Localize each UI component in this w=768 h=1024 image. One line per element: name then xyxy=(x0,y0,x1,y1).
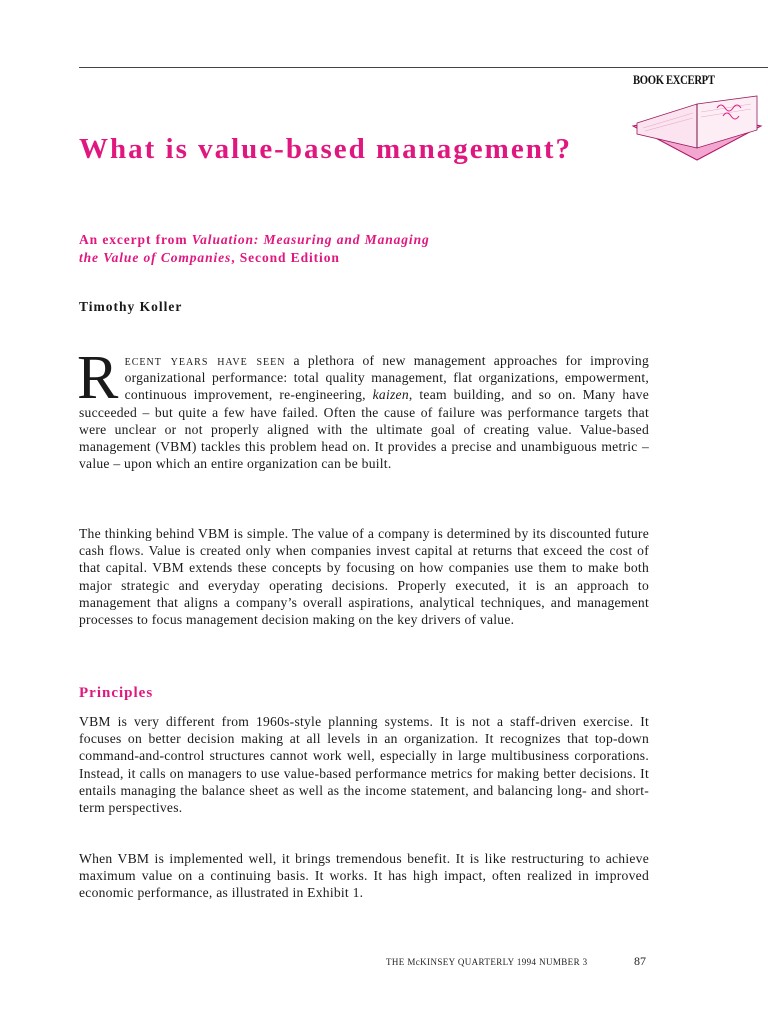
paragraph-3: VBM is very different from 1960s-style planning systems. It is not a staff-driven exercise. It focuses on better decision making at all levels in an organization. It recognizes that top-down command-and-control structures cannot work well, especially in large multibusiness corporations. Instead, it calls on managers to use value-based performance metrics for making better decisions. It entails managing the balance sheet as well as the income statement, and balancing long- and short-term perspectives. xyxy=(79,714,649,816)
subtitle-suffix: , Second Edition xyxy=(231,250,340,265)
paragraph-1-text-b: , team building, and so on. Many have succeeded – but quite a few have failed. Often the cause of failure was performance targets that were unclear or not properly aligned with the ultimate goal of creating value. Value-based management (VBM) tackles this problem head on. It provides a precise and unambiguous metric – value – upon which an entire organization can be built. xyxy=(79,387,650,472)
subtitle-prefix: An excerpt from xyxy=(79,232,192,247)
drop-cap: R xyxy=(77,344,119,412)
page-number: 87 xyxy=(634,954,646,968)
paragraph-2: The thinking behind VBM is simple. The value of a company is determined by its discounted future cash flows. Value is created only when companies invest capital at returns that exceed the cost of that capital. VBM extends these concepts by focusing on how companies use them to make both major strategic and everyday operating decisions. Properly executed, it is an approach to management that aligns a company’s overall aspirations, analytical techniques, and management processes to focus management decision making on the key drivers of value. xyxy=(79,526,649,628)
book-title-line1: Valuation: Measuring and Managing xyxy=(191,232,430,247)
lead-caps: ecent years have seen xyxy=(124,353,286,368)
article-subtitle xyxy=(79,231,639,267)
book-title-line2: the Value of Companies xyxy=(79,250,232,265)
paragraph-1 xyxy=(77,344,650,472)
paragraph-1-italic: kaizen xyxy=(372,387,409,403)
article-title: What is value-based management? xyxy=(79,133,572,165)
book-excerpt-badge xyxy=(627,68,768,168)
footer-journal: THE McKINSEY QUARTERLY 1994 NUMBER 3 xyxy=(386,957,588,967)
badge-label: BOOK EXCERPT xyxy=(633,72,715,87)
author-name: Timothy Koller xyxy=(79,299,183,314)
paragraph-4: When VBM is implemented well, it brings tremendous benefit. It is like restructuring to achieve maximum value on a continuing basis. It works. It has high impact, often realized in improved economic performance, as illustrated in Exhibit 1. xyxy=(79,851,649,901)
paragraph-1-text-a: a plethora of new management approaches for improving organizational performance: total quality management, flat organizations, empowerment, continuous improvement, re-engineering, xyxy=(124,353,650,403)
section-heading-principles: Principles xyxy=(79,685,154,701)
